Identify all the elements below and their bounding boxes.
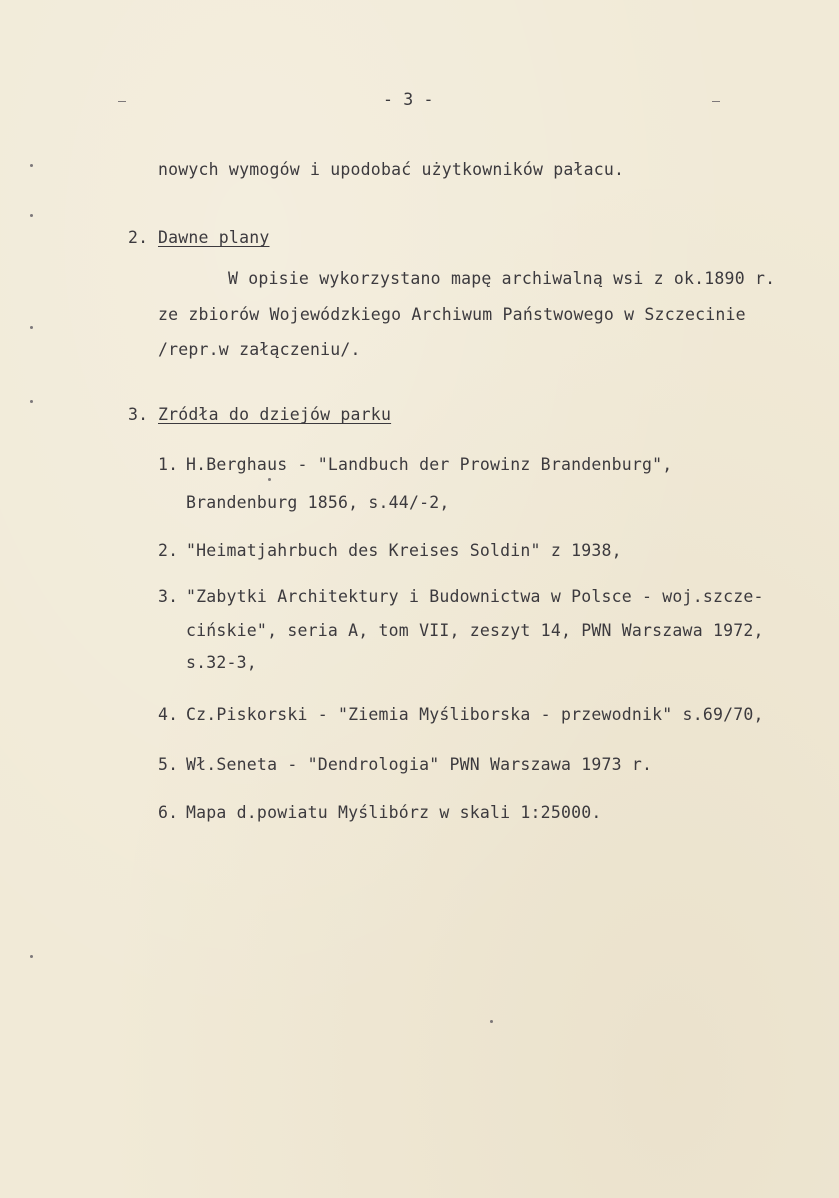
source-item-line: Cz.Piskorski - "Ziemia Myśliborska - przewodnik" s.69/70, [186, 705, 764, 724]
section-2-line: /repr.w załączeniu/. [158, 340, 361, 359]
section-3-heading: Zródła do dziejów parku [158, 405, 392, 424]
paper-speck [30, 955, 33, 958]
source-item-number: 4. [158, 705, 179, 724]
source-item-line: s.32-3, [186, 653, 257, 672]
section-2-number: 2. [128, 228, 149, 247]
paper-speck [30, 164, 33, 167]
section-2-line: W opisie wykorzystano mapę archiwalną wsi z ok.1890 r. [228, 269, 776, 288]
paper-speck [30, 214, 33, 217]
paper-speck [712, 101, 720, 102]
source-item-line: "Zabytki Architektury i Budownictwa w Polsce - woj.szcze- [186, 587, 764, 606]
source-item-number: 6. [158, 803, 179, 822]
paper-speck [118, 101, 126, 102]
source-item-line: Brandenburg 1856, s.44/-2, [186, 493, 450, 512]
source-item-number: 5. [158, 755, 179, 774]
source-item-line: cińskie", seria A, tom VII, zeszyt 14, PWN Warszawa 1972, [186, 621, 764, 640]
source-item-number: 1. [158, 455, 179, 474]
paper-speck [490, 1020, 493, 1023]
source-item-number: 3. [158, 587, 179, 606]
paper-speck [30, 326, 33, 329]
page-number: - 3 - [383, 90, 434, 109]
source-item-number: 2. [158, 541, 179, 560]
paper-speck [30, 400, 33, 403]
section-2-heading: Dawne plany [158, 228, 270, 247]
source-item-line: "Heimatjahrbuch des Kreises Soldin" z 1938, [186, 541, 622, 560]
source-item-line: Wł.Seneta - "Dendrologia" PWN Warszawa 1973 r. [186, 755, 653, 774]
source-item-line: H.Berghaus - "Landbuch der Prowinz Brandenburg", [186, 455, 673, 474]
paper-speck [268, 478, 271, 481]
intro-line: nowych wymogów i upodobać użytkowników pałacu. [158, 160, 625, 179]
section-3-number: 3. [128, 405, 149, 424]
source-item-line: Mapa d.powiatu Myślibórz w skali 1:25000. [186, 803, 602, 822]
section-2-line: ze zbiorów Wojewódzkiego Archiwum Państwowego w Szczecinie [158, 305, 746, 324]
